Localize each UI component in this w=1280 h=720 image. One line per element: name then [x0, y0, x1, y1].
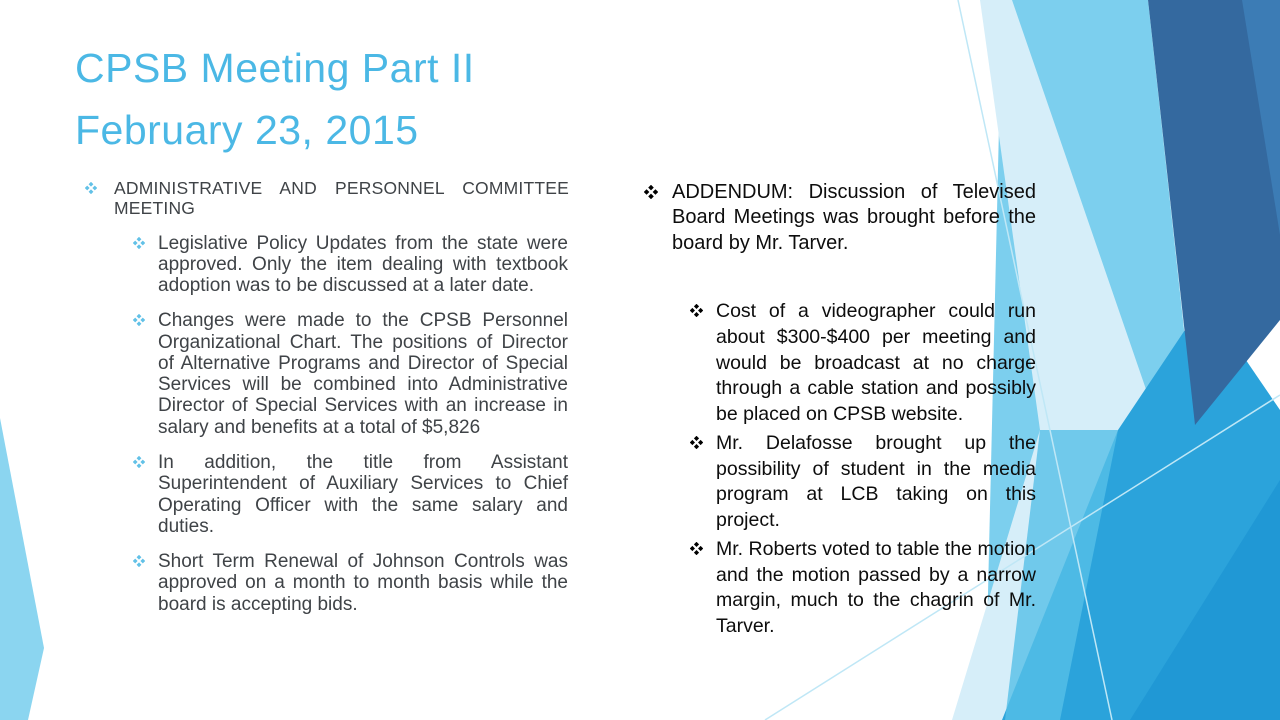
left-item-text: In addition, the title from Assistant Superintendent of Auxiliary Services to Chief Operating Officer with the same salary and duties. [158, 451, 568, 537]
bullet-icon [133, 456, 145, 468]
list-item [75, 233, 569, 297]
right-item-text: Mr. Delafosse brought up the possibility of student in the media program at LCB taking on this project. [716, 431, 1036, 532]
list-item [75, 551, 569, 615]
left-heading: ADMINISTRATIVE AND PERSONNEL COMMITTEE MEETING [114, 178, 569, 219]
bullet-icon [644, 185, 658, 199]
right-heading: ADDENDUM: Discussion of Televised Board Meetings was brought before the board by Mr. Tarver. [672, 181, 1036, 254]
slide-title-line2: February 23, 2015 [75, 106, 419, 153]
bullet-icon [690, 436, 703, 449]
left-item-text: Legislative Policy Updates from the state were approved. Only the item dealing with textbook adoption was to be discussed at a later date. [158, 232, 568, 297]
deco-left-wedge [0, 418, 44, 720]
left-heading-row [75, 178, 569, 219]
list-item [644, 537, 1038, 640]
right-sublist [644, 299, 1038, 640]
left-column [75, 178, 569, 615]
slide-title-line1: CPSB Meeting Part II [75, 45, 475, 91]
slide-title [75, 38, 695, 161]
list-item [644, 431, 1038, 534]
bullet-icon [133, 237, 145, 249]
right-item-text: Cost of a videographer could run about $300-$400 per meeting and would be broadcast at no charge through a cable station and possibly be placed on CPSB website. [716, 300, 1036, 426]
bullet-icon [85, 182, 97, 194]
bullet-icon [690, 304, 703, 317]
list-item [75, 452, 569, 537]
bullet-icon [133, 314, 145, 326]
right-column [644, 180, 1038, 640]
right-heading-row [644, 180, 1038, 256]
bullet-icon [133, 555, 145, 567]
list-item [75, 310, 569, 438]
left-item-text: Changes were made to the CPSB Personnel Organizational Chart. The positions of Director of Alternative Programs and Director of Special Services will be combined into Administrative Director of Special Services with an increase in salary and benefits at a total of $5,826 [158, 310, 568, 438]
left-item-text: Short Term Renewal of Johnson Controls was approved on a month to month basis while the board is accepting bids. [158, 551, 568, 615]
bullet-icon [690, 542, 703, 555]
right-item-text: Mr. Roberts voted to table the motion and the motion passed by a narrow margin, much to the chagrin of Mr. Tarver. [716, 537, 1036, 637]
list-item [644, 299, 1038, 428]
